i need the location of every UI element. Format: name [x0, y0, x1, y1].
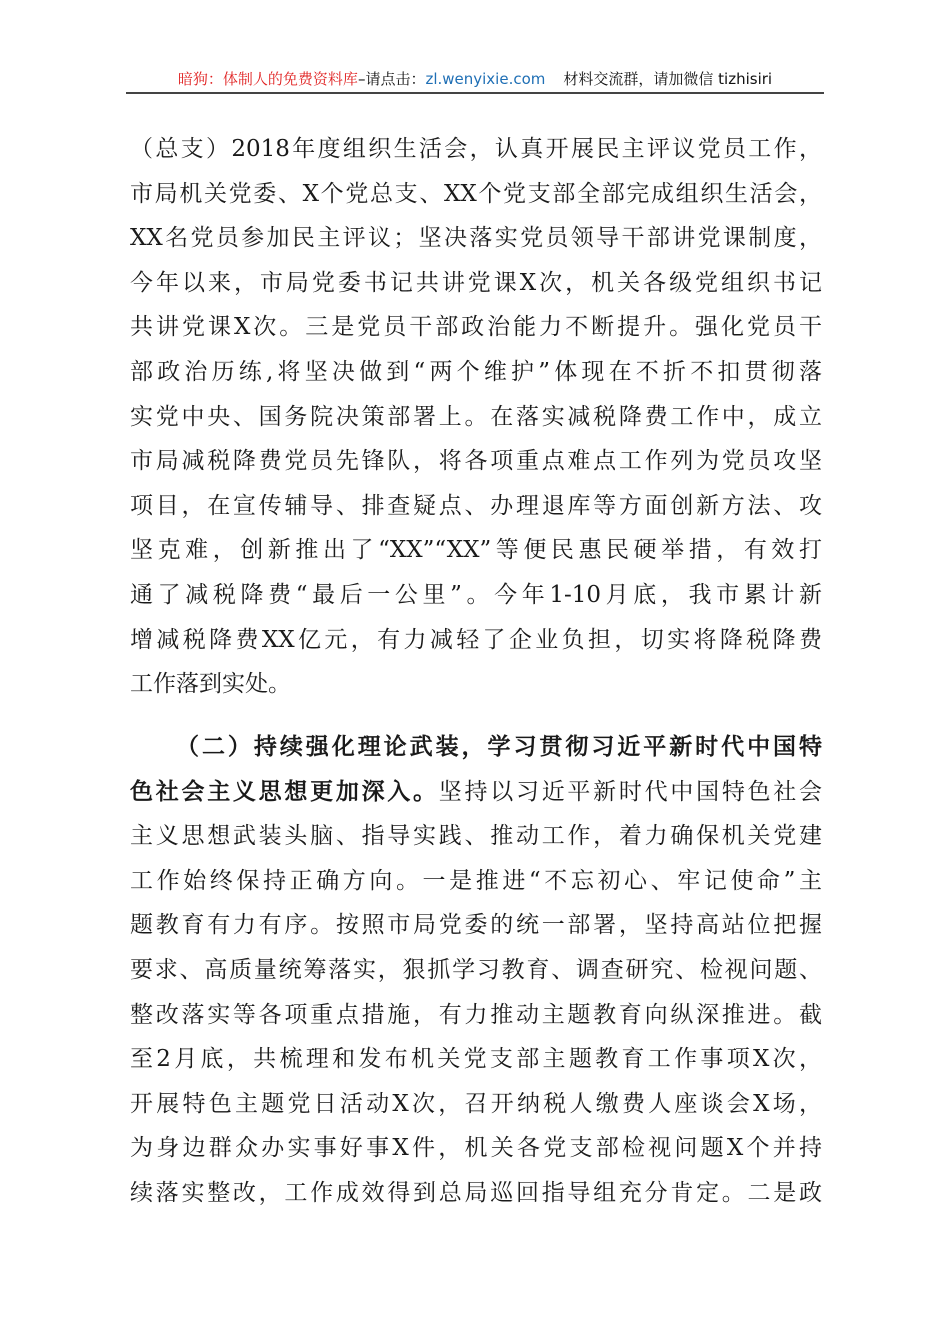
text-line: [130, 814, 822, 859]
text-line: [130, 725, 822, 770]
body-text: 项目，在宣传辅导、排查疑点、办理退库等方面创新方法、攻: [130, 492, 822, 519]
text-line: [130, 1037, 822, 1082]
text-line: [130, 1126, 822, 1171]
body-text: XX名党员参加民主评议；坚决落实党员领导干部讲党课制度，: [130, 225, 822, 252]
header-divider: [126, 92, 824, 94]
body-text: 增减税降费XX亿元，有力减轻了企业负担，切实将降税降费: [130, 626, 822, 653]
text-line: [130, 618, 822, 663]
body-text: 共讲党课X次。三是党员干部政治能力不断提升。强化党员干: [130, 314, 822, 341]
text-line: [130, 439, 822, 484]
text-line: [130, 573, 822, 618]
header-brand: 暗狗：体制人的免费资料库: [177, 70, 358, 88]
header-contact: 材料交流群，请加微信 tizhisiri: [563, 70, 773, 88]
body-text: 坚克难，创新推出了“XX”“XX”等便民惠民硬举措，有效打: [130, 537, 822, 564]
body-text: 工作始终保持正确方向。一是推进“不忘初心、牢记使命”主: [130, 867, 822, 894]
body-text: 整改落实等各项重点措施，有力推动主题教育向纵深推进。截: [130, 1001, 822, 1028]
text-line: [130, 350, 822, 395]
text-line: [130, 859, 822, 904]
text-line: [130, 1171, 822, 1216]
body-text: 市局减税降费党员先锋队，将各项重点难点工作列为党员攻坚: [130, 448, 822, 475]
body-text: 工作落到实处。: [130, 671, 291, 698]
text-line: [130, 172, 822, 217]
text-line: [130, 305, 822, 350]
text-line: [130, 261, 822, 306]
header-prompt: –请点击：: [357, 70, 426, 88]
text-line: [130, 903, 822, 948]
body-text: 市局机关党委、X个党总支、XX个党支部全部完成组织生活会，: [130, 180, 822, 207]
text-line: [130, 770, 822, 815]
header-link[interactable]: zl.wenyixie.com: [425, 70, 546, 88]
body-text: 主义思想武装头脑、指导实践、推动工作，着力确保机关党建: [130, 823, 822, 850]
text-line: [130, 484, 822, 529]
text-line: [130, 216, 822, 261]
body-text: 实党中央、国务院决策部署上。在落实减税降费工作中，成立: [130, 403, 822, 430]
body-text: 通了减税降费“最后一公里”。今年1-10月底，我市累计新: [130, 581, 822, 608]
paragraph-1: [130, 127, 822, 707]
text-line: [130, 1082, 822, 1127]
text-line: [130, 662, 822, 707]
body-text: 坚持以习近平新时代中国特色社会: [438, 778, 823, 805]
text-line: [130, 993, 822, 1038]
body-text: 题教育有力有序。按照市局党委的统一部署，坚持高站位把握: [130, 912, 822, 939]
body-text: 至2月底，共梳理和发布机关党支部主题教育工作事项X次，: [130, 1046, 822, 1073]
paragraph-2: [130, 725, 822, 1216]
bold-heading-text: （二）持续强化理论武装，学习贯彻习近平新时代中国特: [176, 733, 822, 760]
text-line: [130, 948, 822, 993]
body-text: 开展特色主题党日活动X次，召开纳税人缴费人座谈会X场，: [130, 1090, 822, 1117]
body-text: 部政治历练,将坚决做到“两个维护”体现在不折不扣贯彻落: [130, 358, 822, 385]
text-line: [130, 127, 822, 172]
body-text: 今年以来，市局党委书记共讲党课X次，机关各级党组织书记: [130, 269, 822, 296]
body-text: （总支）2018年度组织生活会，认真开展民主评议党员工作，: [130, 136, 822, 162]
body-text: 为身边群众办实事好事X件，机关各党支部检视问题X个并持: [130, 1135, 822, 1162]
bold-heading-text: 色社会主义思想更加深入。: [130, 777, 439, 805]
text-line: [130, 528, 822, 573]
body-text: 续落实整改，工作成效得到总局巡回指导组充分肯定。二是政: [130, 1179, 822, 1206]
body-text: 要求、高质量统筹落实，狠抓学习教育、调查研究、检视问题、: [130, 956, 822, 983]
page-header: [128, 68, 822, 89]
text-line: [130, 395, 822, 440]
